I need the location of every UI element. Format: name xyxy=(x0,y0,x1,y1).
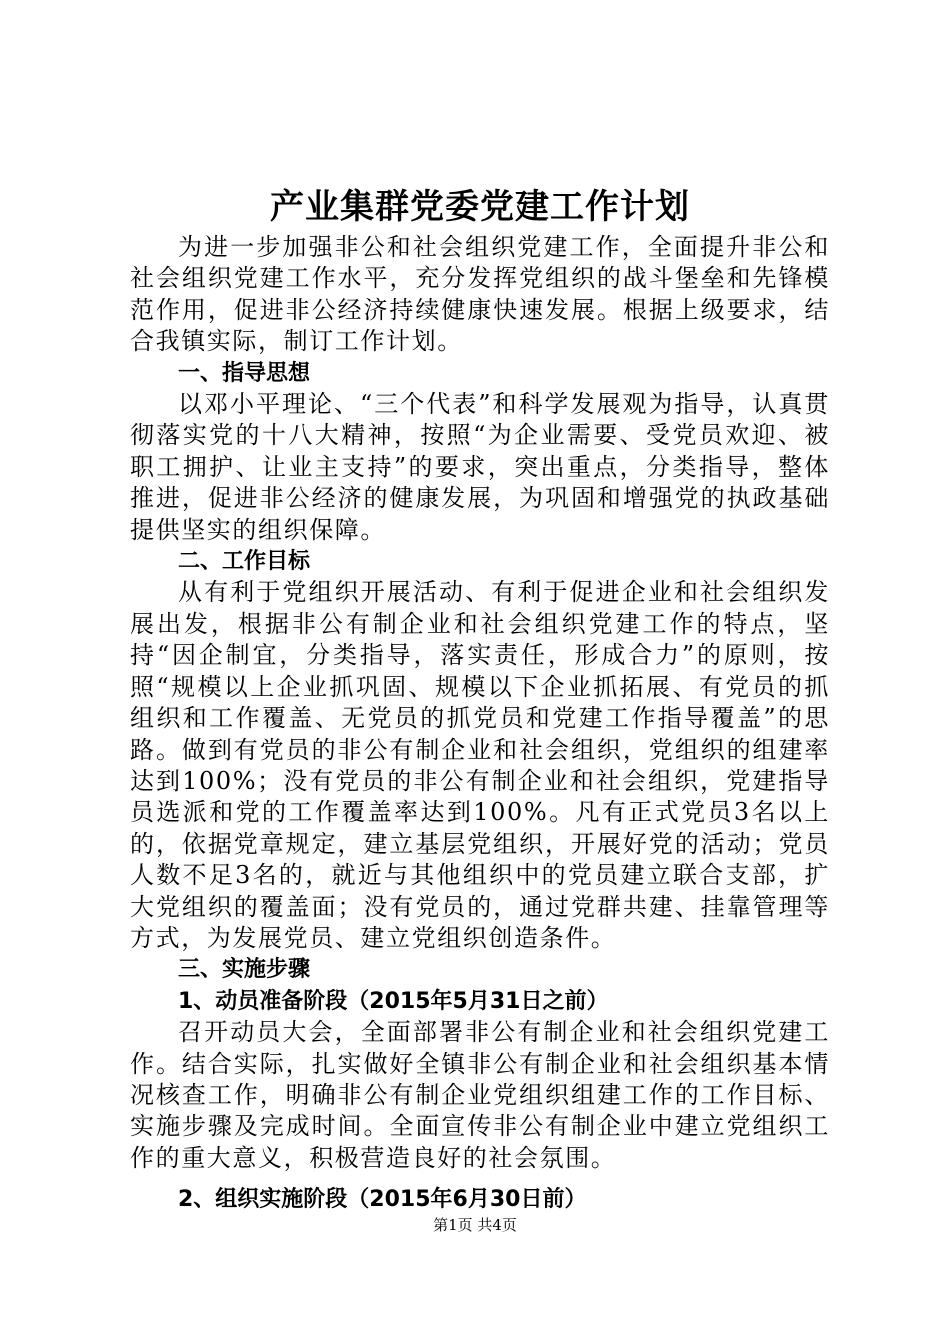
document-title: 产业集群党委党建工作计划 xyxy=(270,187,690,227)
document-body xyxy=(130,182,830,1216)
section-heading-guiding-ideology: 一、指导思想 xyxy=(178,360,311,386)
intro-paragraph: 为进一步加强非公和社会组织党建工作，全面提升非公和社会组织党建工作水平，充分发挥党组织的战斗堡垒和先锋模范作用，促进非公经济持续健康快速发展。根据上级要求，结合我镇实际，制订工作计划。 xyxy=(130,233,830,356)
step-body-mobilization: 召开动员大会，全面部署非公有制企业和社会组织党建工作。结合实际，扎实做好全镇非公有制企业和社会组织基本情况核查工作，明确非公有制企业党组织组建工作的工作目标、实施步骤及完成时间。全面宣传非公有制企业中建立党组织工作的重大意义，积极营造良好的社会氛围。 xyxy=(130,1018,830,1172)
step-heading-mobilization: 1、动员准备阶段（2015年5月31日之前） xyxy=(178,988,609,1014)
page-footer: 第1页 共4页 xyxy=(433,1216,517,1234)
section-heading-implementation-steps: 三、实施步骤 xyxy=(178,957,311,983)
section-body-work-goals: 从有利于党组织开展活动、有利于促进企业和社会组织发展出发，根据非公有制企业和社会组织党建工作的特点，坚持“因企制宜，分类指导，落实责任，形成合力”的原则，按照“规模以上企业抓巩固、规模以下企业抓拓展、有党员的抓组织和工作覆盖、无党员的抓党员和党建工作指导覆盖”的思路。做到有党员的非公有制企业和社会组织，党组织的组建率达到100%；没有党员的非公有制企业和社会组织，党建指导员选派和党的工作覆盖率达到100%。凡有正式党员3名以上的，依据党章规定，建立基层党组织，开展好党的活动；党员人数不足3名的，就近与其他组织中的党员建立联合支部，扩大党组织的覆盖面；没有党员的，通过党群共建、挂靠管理等方式，为发展党员、建立党组织创造条件。 xyxy=(130,578,830,952)
section-body-guiding-ideology: 以邓小平理论、“三个代表”和科学发展观为指导，认真贯彻落实党的十八大精神，按照“为企业需要、受党员欢迎、被职工拥护、让业主支持”的要求，突出重点，分类指导，整体推进，促进非公经济的健康发展，为巩固和增强党的执政基础提供坚实的组织保障。 xyxy=(130,390,830,544)
step-heading-organization: 2、组织实施阶段（2015年6月30日前） xyxy=(178,1187,587,1213)
section-heading-work-goals: 二、工作目标 xyxy=(178,549,311,575)
